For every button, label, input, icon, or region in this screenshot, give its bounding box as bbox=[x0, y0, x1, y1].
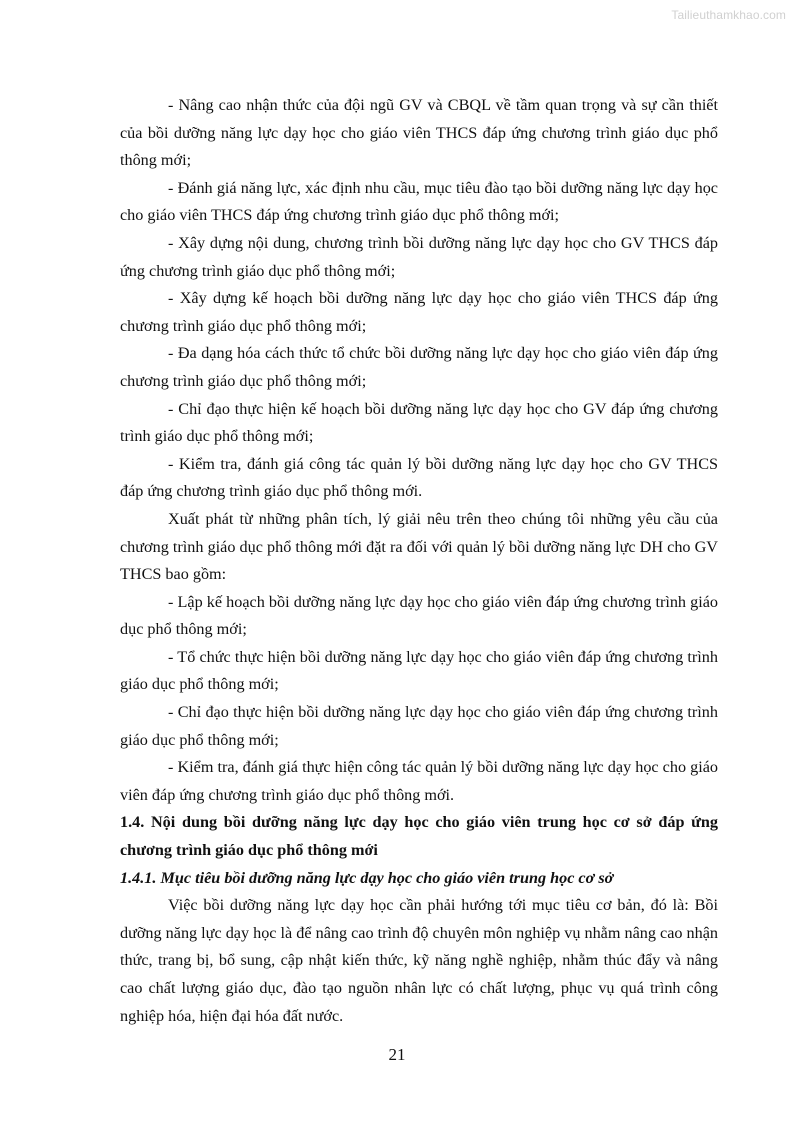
paragraph: - Chỉ đạo thực hiện kế hoạch bồi dưỡng năng lực dạy học cho GV đáp ứng chương trình giáo dục phổ thông mới; bbox=[120, 399, 718, 446]
page-body bbox=[120, 92, 718, 1030]
page-number: 21 bbox=[388, 1045, 406, 1064]
paragraph: - Xây dựng kế hoạch bồi dưỡng năng lực dạy học cho giáo viên THCS đáp ứng chương trình giáo dục phổ thông mới; bbox=[120, 289, 718, 335]
paragraph: - Đánh giá năng lực, xác định nhu cầu, mục tiêu đào tạo bồi dưỡng năng lực dạy học cho giáo viên THCS đáp ứng chương trình giáo dục phổ thông mới; bbox=[120, 178, 718, 225]
paragraph: - Chỉ đạo thực hiện bồi dưỡng năng lực dạy học cho giáo viên đáp ứng chương trình giáo dục phổ thông mới; bbox=[120, 703, 718, 749]
subsection-heading: 1.4.1. Mục tiêu bồi dưỡng năng lực dạy học cho giáo viên trung học cơ sở bbox=[120, 868, 614, 887]
paragraph: - Xây dựng nội dung, chương trình bồi dưỡng năng lực dạy học cho GV THCS đáp ứng chương trình giáo dục phổ thông mới; bbox=[120, 233, 718, 280]
paragraph: Xuất phát từ những phân tích, lý giải nêu trên theo chúng tôi những yêu cầu của chương trình giáo dục phổ thông mới đặt ra đối với quản lý bồi dưỡng năng lực DH cho GV THCS bao gồm: bbox=[120, 509, 718, 584]
paragraph: - Tổ chức thực hiện bồi dưỡng năng lực dạy học cho giáo viên đáp ứng chương trình giáo dục phổ thông mới; bbox=[120, 647, 718, 694]
paragraph: - Đa dạng hóa cách thức tổ chức bồi dưỡng năng lực dạy học cho giáo viên đáp ứng chương trình giáo dục phổ thông mới; bbox=[120, 344, 718, 390]
watermark-text: Tailieuthamkhao.com bbox=[671, 8, 786, 22]
paragraph: - Nâng cao nhận thức của đội ngũ GV và CBQL về tầm quan trọng và sự cần thiết của bồi dưỡng năng lực dạy học cho giáo viên THCS đáp ứng chương trình giáo dục phổ thông mới; bbox=[120, 96, 718, 170]
paragraph: - Kiểm tra, đánh giá công tác quản lý bồi dưỡng năng lực dạy học cho GV THCS đáp ứng chương trình giáo dục phổ thông mới. bbox=[120, 454, 718, 501]
paragraph: - Kiểm tra, đánh giá thực hiện công tác quản lý bồi dưỡng năng lực dạy học cho giáo viên đáp ứng chương trình giáo dục phổ thông mới. bbox=[120, 758, 718, 804]
paragraph: - Lập kế hoạch bồi dưỡng năng lực dạy học cho giáo viên đáp ứng chương trình giáo dục phổ thông mới; bbox=[120, 592, 718, 639]
paragraph: Việc bồi dưỡng năng lực dạy học cần phải hướng tới mục tiêu cơ bản, đó là: Bồi dưỡng năng lực dạy học là để nâng cao trình độ chuyên môn nghiệp vụ nhằm nâng cao nhận thức, trang bị, bổ sung, cập nhật kiến thức, kỹ năng nghề nghiệp, nhằm thúc đẩy và nâng cao chất lượng giáo dục, đào tạo nguồn nhân lực có chất lượng, phục vụ quá trình công nghiệp hóa, hiện đại hóa đất nước. bbox=[120, 896, 718, 1025]
section-heading: 1.4. Nội dung bồi dưỡng năng lực dạy học cho giáo viên trung học cơ sở đáp ứng chương trình giáo dục phổ thông mới bbox=[120, 813, 718, 860]
